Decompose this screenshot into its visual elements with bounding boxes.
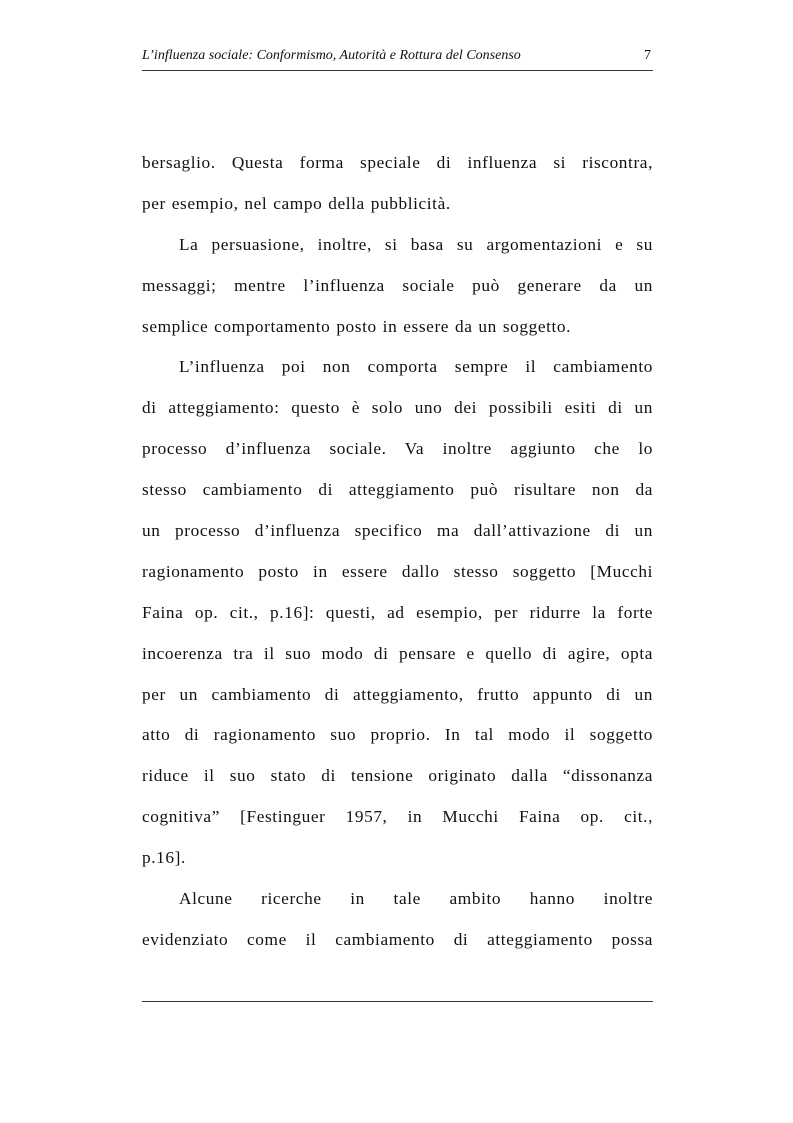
text-line: ragionamento posto in essere dallo stesso soggetto [Mucchi: [142, 561, 653, 581]
text-line: riduce il suo stato di tensione originato dalla “dissonanza: [142, 766, 653, 786]
text-line: incoerenza tra il suo modo di pensare e quello di agire, opta: [142, 643, 653, 663]
text-line: atto di ragionamento suo proprio. In tal modo il soggetto: [142, 725, 653, 745]
text-line: La persuasione, inoltre, si basa su argomentazioni e su: [179, 234, 653, 254]
header-rule: [142, 70, 653, 71]
text-line: processo d’influenza sociale. Va inoltre aggiunto che lo: [142, 439, 653, 459]
text-line: messaggi; mentre l’influenza sociale può generare da un: [142, 275, 653, 295]
text-line: cognitiva” [Festinguer 1957, in Mucchi Faina op. cit.,: [142, 807, 653, 827]
text-line: evidenziato come il cambiamento di atteggiamento possa: [142, 929, 653, 949]
text-line: semplice comportamento posto in essere da un soggetto.: [142, 316, 572, 336]
text-line: un processo d’influenza specifico ma dall’attivazione di un: [142, 521, 653, 541]
text-line: p.16].: [142, 848, 186, 868]
text-line: per esempio, nel campo della pubblicità.: [142, 193, 451, 213]
text-line: di atteggiamento: questo è solo uno dei possibili esiti di un: [142, 398, 653, 418]
text-line: Faina op. cit., p.16]: questi, ad esempio, per ridurre la forte: [142, 602, 653, 622]
running-title: L’influenza sociale: Conformismo, Autorità e Rottura del Consenso: [142, 48, 521, 63]
body-text: [142, 143, 653, 961]
page-number: 7: [644, 48, 651, 63]
text-line: bersaglio. Questa forma speciale di influenza si riscontra,: [142, 153, 653, 172]
text-line: L’influenza poi non comporta sempre il cambiamento: [179, 357, 653, 377]
page-header: [142, 48, 653, 66]
text-line: Alcune ricerche in tale ambito hanno inoltre: [179, 889, 653, 909]
footer-rule: [142, 1001, 653, 1002]
text-line: stesso cambiamento di atteggiamento può risultare non da: [142, 480, 653, 500]
text-line: per un cambiamento di atteggiamento, frutto appunto di un: [142, 684, 653, 704]
